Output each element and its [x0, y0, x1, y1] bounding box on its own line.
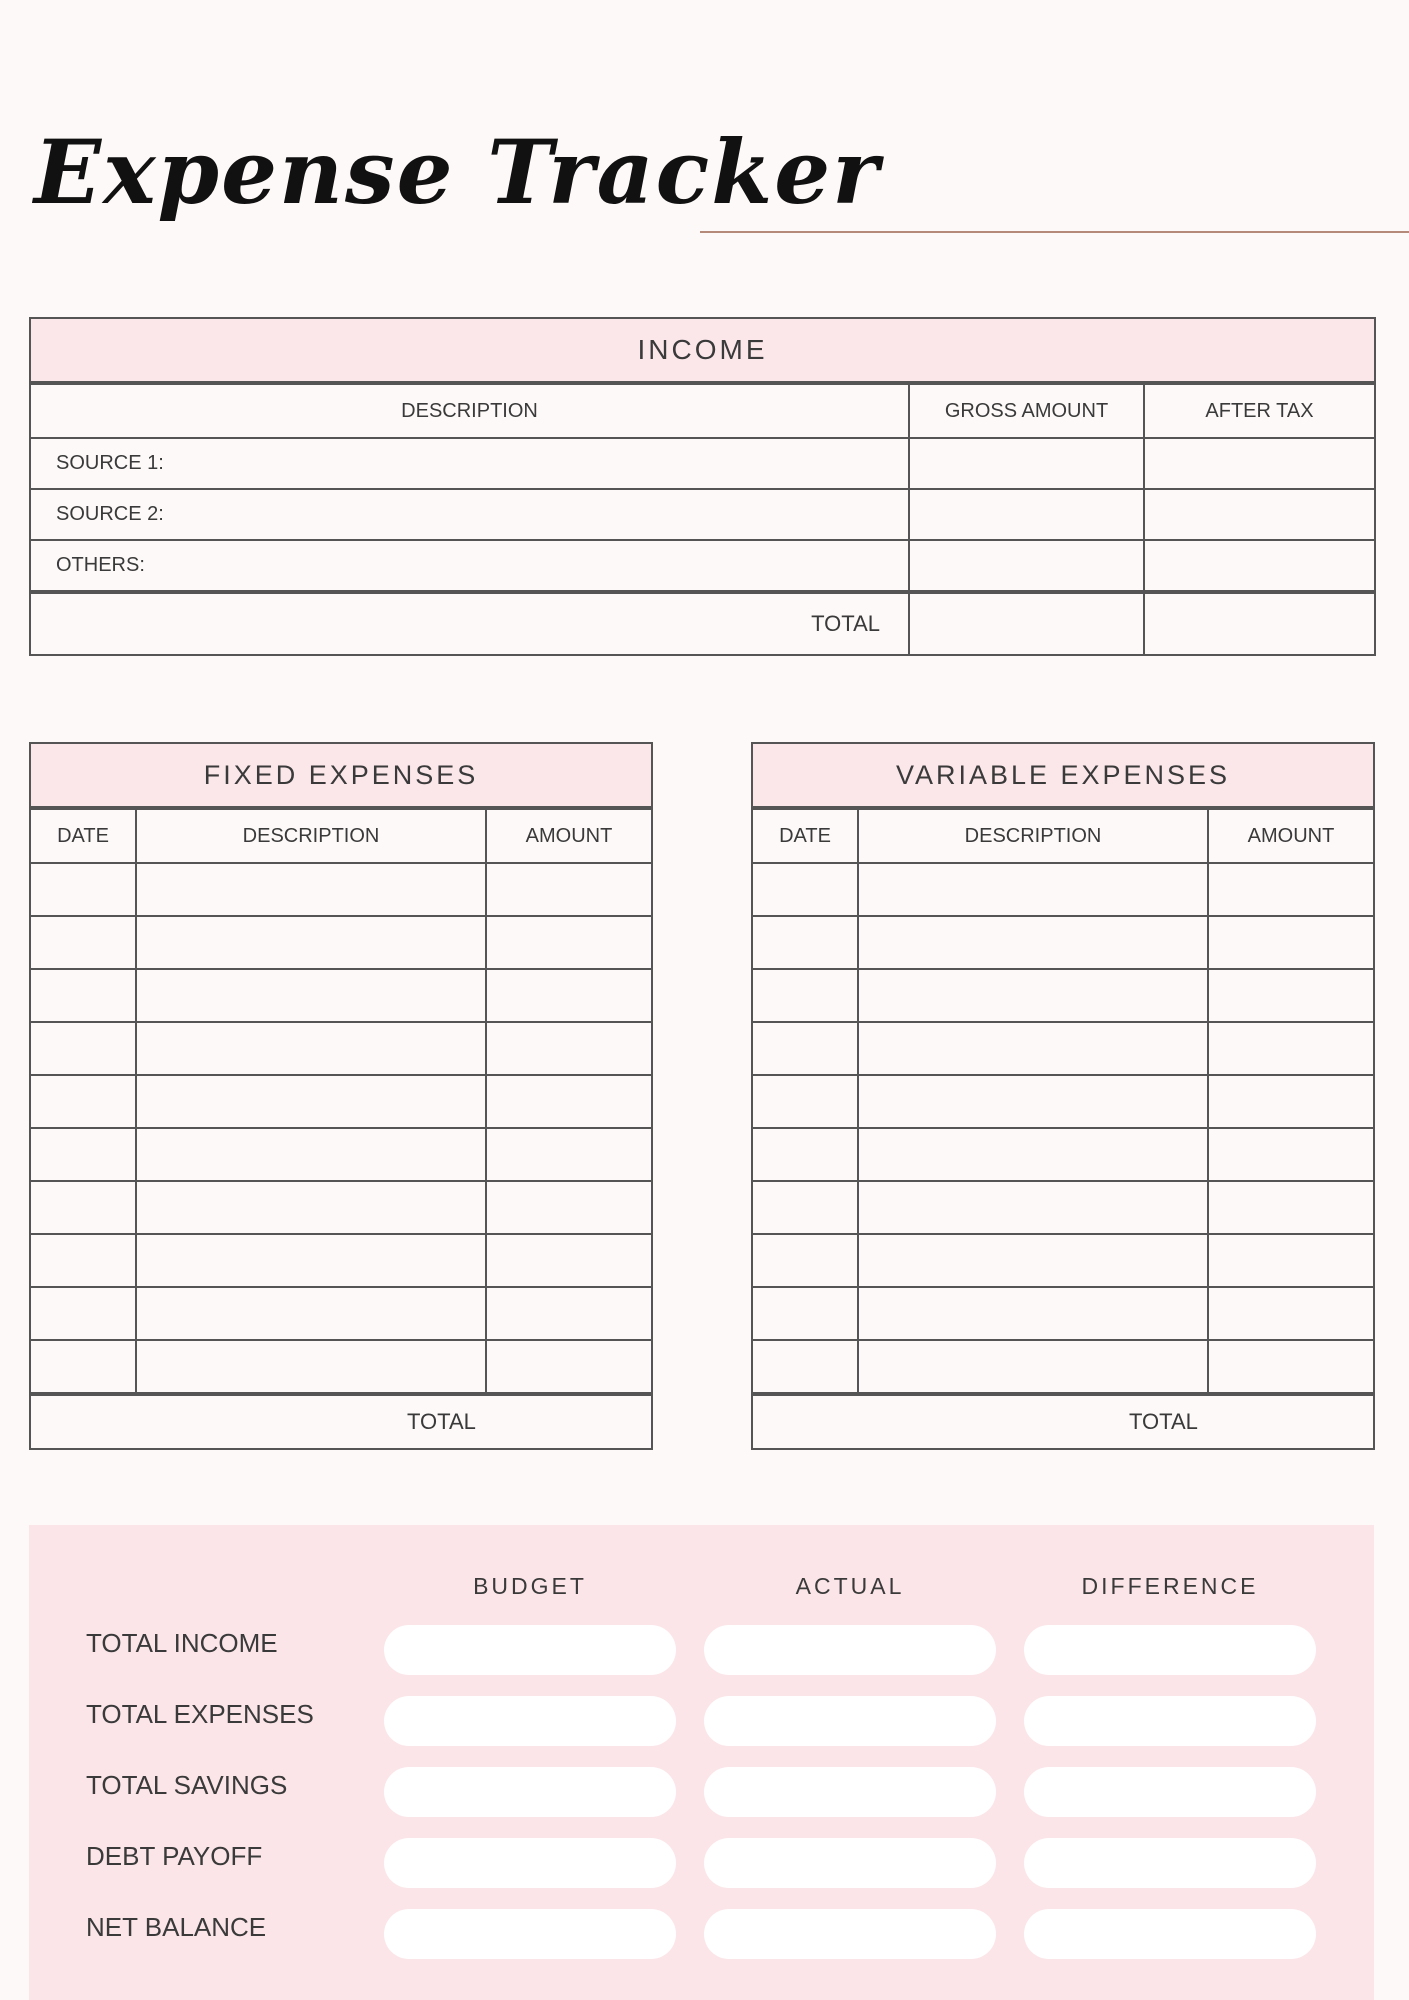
description-cell[interactable]	[136, 1022, 486, 1075]
date-cell[interactable]	[30, 1022, 136, 1075]
amount-cell[interactable]	[486, 1128, 652, 1181]
title-underline	[700, 231, 1409, 233]
table-row	[30, 969, 652, 1022]
table-row	[752, 1287, 1374, 1340]
variable-col-date: DATE	[752, 808, 858, 863]
description-cell[interactable]	[136, 1340, 486, 1394]
date-cell[interactable]	[752, 1340, 858, 1394]
description-cell[interactable]	[136, 916, 486, 969]
table-row	[752, 863, 1374, 916]
table-row	[30, 916, 652, 969]
amount-cell[interactable]	[1208, 1075, 1374, 1128]
amount-cell[interactable]	[1208, 863, 1374, 916]
actual-field[interactable]	[704, 1838, 996, 1888]
description-cell[interactable]	[858, 1340, 1208, 1394]
table-row	[752, 1075, 1374, 1128]
fixed-col-description: DESCRIPTION	[136, 808, 486, 863]
table-row	[30, 1128, 652, 1181]
budget-field[interactable]	[384, 1838, 676, 1888]
difference-field[interactable]	[1024, 1838, 1316, 1888]
fixed-rows	[30, 863, 652, 1394]
date-cell[interactable]	[752, 969, 858, 1022]
date-cell[interactable]	[30, 916, 136, 969]
description-cell[interactable]	[136, 863, 486, 916]
variable-expenses-table	[751, 742, 1375, 1450]
summary-row-debt-payoff: DEBT PAYOFF	[86, 1841, 263, 1871]
table-row	[30, 1287, 652, 1340]
income-cell[interactable]	[909, 489, 1144, 540]
description-cell[interactable]	[858, 969, 1208, 1022]
summary-row-total-savings: TOTAL SAVINGS	[86, 1770, 288, 1800]
amount-cell[interactable]	[1208, 1181, 1374, 1234]
fixed-expenses-table	[29, 742, 653, 1450]
fixed-total-label: TOTAL	[30, 1394, 652, 1449]
date-cell[interactable]	[30, 1340, 136, 1394]
actual-field[interactable]	[704, 1909, 996, 1959]
income-col-after-tax: AFTER TAX	[1144, 383, 1375, 438]
budget-field[interactable]	[384, 1625, 676, 1675]
table-row	[752, 1340, 1374, 1394]
table-row	[30, 863, 652, 916]
amount-cell[interactable]	[486, 1022, 652, 1075]
actual-field[interactable]	[704, 1696, 996, 1746]
description-cell[interactable]	[136, 1181, 486, 1234]
summary-row-total-expenses: TOTAL EXPENSES	[86, 1699, 314, 1729]
income-cell[interactable]	[1144, 489, 1375, 540]
date-cell[interactable]	[752, 1181, 858, 1234]
description-cell[interactable]	[858, 1128, 1208, 1181]
amount-cell[interactable]	[486, 1287, 652, 1340]
table-row	[752, 969, 1374, 1022]
table-row	[752, 1128, 1374, 1181]
income-cell[interactable]	[1144, 540, 1375, 592]
description-cell[interactable]	[858, 1181, 1208, 1234]
actual-field[interactable]	[704, 1767, 996, 1817]
income-total-gross[interactable]	[909, 592, 1144, 655]
date-cell[interactable]	[752, 1287, 858, 1340]
income-row-source-2: SOURCE 2:	[30, 489, 909, 540]
description-cell[interactable]	[858, 916, 1208, 969]
fixed-col-date: DATE	[30, 808, 136, 863]
table-row	[752, 1234, 1374, 1287]
description-cell[interactable]	[136, 1128, 486, 1181]
income-cell[interactable]	[909, 438, 1144, 489]
amount-cell[interactable]	[486, 1234, 652, 1287]
variable-total-label: TOTAL	[752, 1394, 1374, 1449]
income-header: INCOME	[30, 318, 1375, 383]
variable-rows	[752, 863, 1374, 1394]
description-cell[interactable]	[136, 1234, 486, 1287]
summary-col-difference: DIFFERENCE	[1081, 1573, 1259, 1599]
description-cell[interactable]	[136, 1075, 486, 1128]
description-cell[interactable]	[858, 1234, 1208, 1287]
table-row	[30, 1022, 652, 1075]
income-total-after-tax[interactable]	[1144, 592, 1375, 655]
date-cell[interactable]	[752, 863, 858, 916]
description-cell[interactable]	[858, 1287, 1208, 1340]
table-row	[30, 1340, 652, 1394]
summary-row-net-balance: NET BALANCE	[86, 1912, 267, 1942]
date-cell[interactable]	[30, 969, 136, 1022]
amount-cell[interactable]	[1208, 1128, 1374, 1181]
income-cell[interactable]	[1144, 438, 1375, 489]
date-cell[interactable]	[752, 1022, 858, 1075]
budget-field[interactable]	[384, 1909, 676, 1959]
summary-col-actual: ACTUAL	[795, 1573, 905, 1599]
description-cell[interactable]	[136, 1287, 486, 1340]
description-cell[interactable]	[858, 1075, 1208, 1128]
budget-field[interactable]	[384, 1696, 676, 1746]
amount-cell[interactable]	[1208, 916, 1374, 969]
variable-col-description: DESCRIPTION	[858, 808, 1208, 863]
amount-cell[interactable]	[1208, 1287, 1374, 1340]
amount-cell[interactable]	[1208, 1022, 1374, 1075]
amount-cell[interactable]	[1208, 969, 1374, 1022]
difference-field[interactable]	[1024, 1696, 1316, 1746]
date-cell[interactable]	[752, 1075, 858, 1128]
date-cell[interactable]	[30, 863, 136, 916]
budget-field[interactable]	[384, 1767, 676, 1817]
table-row	[752, 1181, 1374, 1234]
income-row-others: OTHERS:	[30, 540, 909, 592]
description-cell[interactable]	[858, 1022, 1208, 1075]
date-cell[interactable]	[752, 1234, 858, 1287]
difference-field[interactable]	[1024, 1909, 1316, 1959]
summary-col-budget: BUDGET	[473, 1573, 587, 1599]
table-row	[30, 1075, 652, 1128]
summary-row-total-income: TOTAL INCOME	[86, 1628, 278, 1658]
date-cell[interactable]	[30, 1075, 136, 1128]
summary-panel	[29, 1525, 1374, 2000]
date-cell[interactable]	[30, 1234, 136, 1287]
income-cell[interactable]	[909, 540, 1144, 592]
variable-expenses-header: VARIABLE EXPENSES	[752, 743, 1374, 808]
amount-cell[interactable]	[486, 1075, 652, 1128]
amount-cell[interactable]	[486, 1181, 652, 1234]
income-col-gross-amount: GROSS AMOUNT	[909, 383, 1144, 438]
page-title: Expense Tracker	[34, 120, 881, 224]
income-table	[29, 317, 1376, 656]
table-row	[752, 1022, 1374, 1075]
table-row	[30, 1234, 652, 1287]
difference-field[interactable]	[1024, 1767, 1316, 1817]
variable-col-amount: AMOUNT	[1208, 808, 1374, 863]
amount-cell[interactable]	[486, 863, 652, 916]
table-row	[752, 916, 1374, 969]
description-cell[interactable]	[136, 969, 486, 1022]
income-col-description: DESCRIPTION	[30, 383, 909, 438]
fixed-col-amount: AMOUNT	[486, 808, 652, 863]
date-cell[interactable]	[30, 1181, 136, 1234]
amount-cell[interactable]	[1208, 1340, 1374, 1394]
date-cell[interactable]	[30, 1287, 136, 1340]
fixed-expenses-header: FIXED EXPENSES	[30, 743, 652, 808]
actual-field[interactable]	[704, 1625, 996, 1675]
table-row	[30, 1181, 652, 1234]
date-cell[interactable]	[30, 1128, 136, 1181]
income-total-label: TOTAL	[30, 592, 909, 655]
income-row-source-1: SOURCE 1:	[30, 438, 909, 489]
amount-cell[interactable]	[486, 916, 652, 969]
date-cell[interactable]	[752, 916, 858, 969]
amount-cell[interactable]	[1208, 1234, 1374, 1287]
amount-cell[interactable]	[486, 969, 652, 1022]
date-cell[interactable]	[752, 1128, 858, 1181]
amount-cell[interactable]	[486, 1340, 652, 1394]
description-cell[interactable]	[858, 863, 1208, 916]
difference-field[interactable]	[1024, 1625, 1316, 1675]
